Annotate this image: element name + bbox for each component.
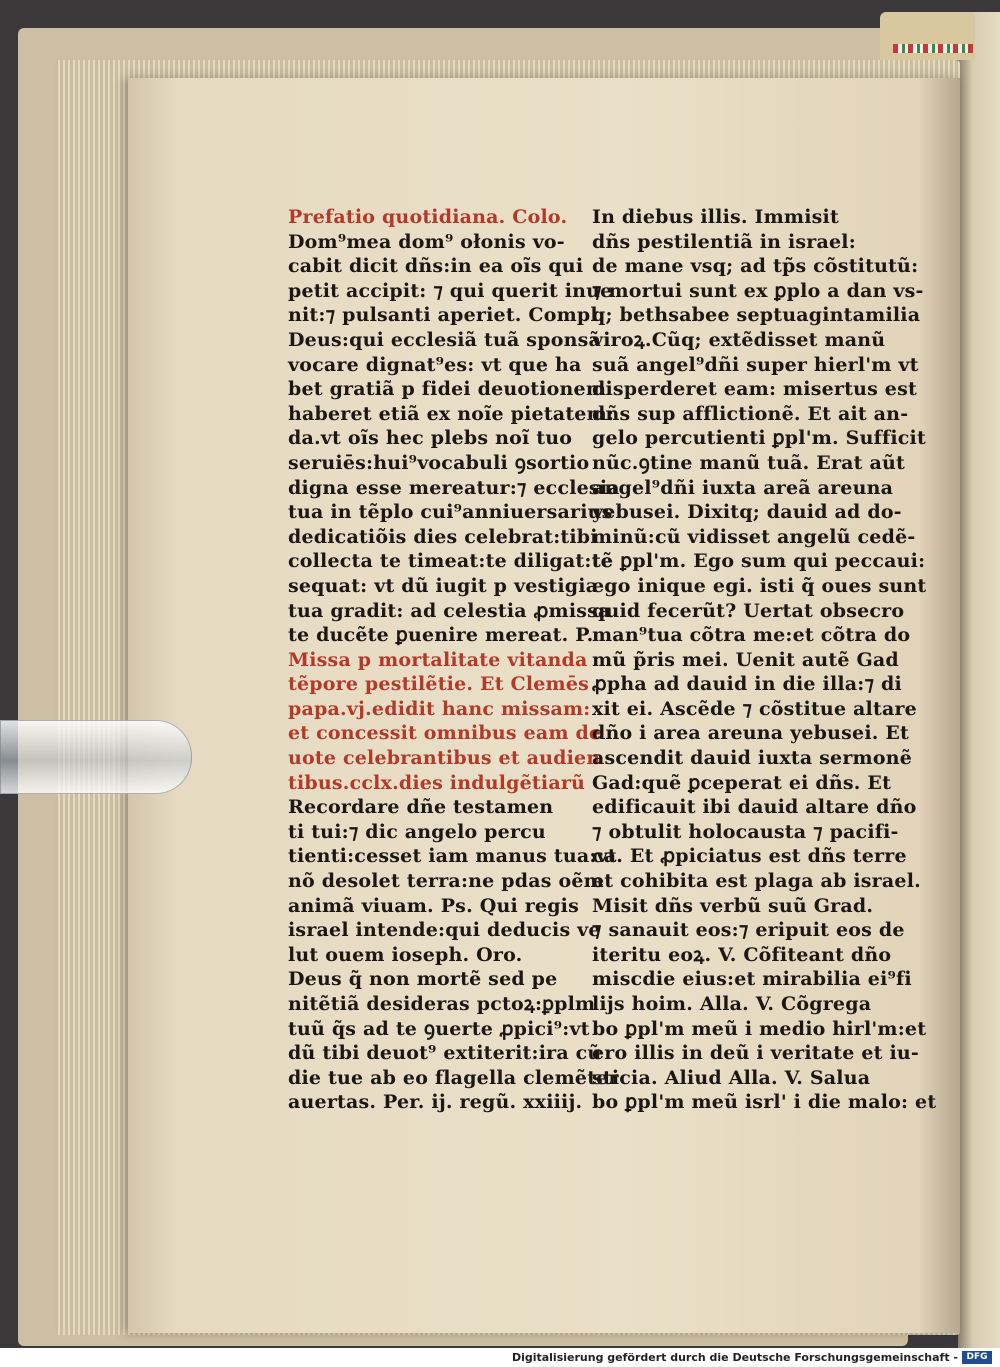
text-line: israel intende:qui deducis ve — [288, 919, 601, 942]
text-line: suã angel⁹dñi super hierl'm vt — [592, 353, 919, 376]
text-line: tua in tẽplo cui⁹anniuersarius — [288, 501, 613, 524]
text-line: Dom⁹mea dom⁹ ołonis vo- — [288, 230, 565, 253]
text-line: bo ꝑpl'm meũ i medio hirl'm:et — [592, 1017, 927, 1040]
text-line: dedicatiõis dies celebrat:tibi — [288, 525, 598, 548]
text-line: da.vt oĩs hec plebs noĩ tuo — [288, 427, 573, 450]
text-line: die tue ab eo flagella clemẽter — [288, 1066, 619, 1089]
text-line: In diebus illis. Immisit — [592, 206, 839, 228]
text-line: Gad:quẽ ꝑceperat ei dñs. Et — [592, 771, 892, 794]
text-line: ero illis in deũ i veritate et iu- — [592, 1042, 919, 1065]
text-line: iteritu eoꝝ. V. Cõfiteant dño — [592, 943, 892, 966]
text-line: edificauit ibi dauid altare dño — [592, 796, 917, 819]
rubric-line: et concessit omnibus eam de — [288, 722, 602, 745]
text-line: ti tui:⁊ dic angelo percu — [288, 820, 546, 843]
rubric-line: uote celebrantibus et audien — [288, 747, 601, 770]
text-line: nitẽtiã desideras pctoꝝ:ꝑplm — [288, 993, 596, 1015]
text-line: miscdie eius:et mirabilia ei⁹fi — [592, 968, 912, 991]
text-line: haberet etiã ex noĩe pietatem: — [288, 402, 615, 425]
text-line: sequat: vt dũ iugit p vestigia — [288, 574, 599, 597]
text-line: ⁊ sanauit eos:⁊ eripuit eos de — [592, 919, 905, 942]
text-line: ⁊ mortui sunt ex ꝑplo a dan vs- — [592, 279, 924, 302]
text-line: animã viuam. Ps. Qui regis — [288, 894, 579, 917]
text-line: petit accipit: ⁊ qui querit inue — [288, 279, 613, 302]
text-line: minũ:cũ vidisset angelũ cedẽ- — [592, 525, 916, 548]
text-line: bo ꝑpl'm meũ isrl' i die malo: et — [592, 1091, 937, 1114]
book-spine — [958, 12, 1000, 1348]
text-line: Deus:qui ecclesiã tuã sponsã — [288, 328, 601, 351]
text-line: Recordare dñe testamen — [288, 796, 554, 819]
text-line: auertas. Per. ij. regũ. xxiiij. — [288, 1091, 583, 1114]
text-line: digna esse mereatur:⁊ ecclesia — [288, 476, 620, 499]
right-text-column — [592, 205, 937, 1115]
text-line: ⁊ obtulit holocausta ⁊ pacifi- — [592, 820, 899, 843]
text-line: cabit dicit dñs:in ea oĩs qui — [288, 255, 584, 278]
text-line: bet gratiã p fidei deuotionem — [288, 378, 607, 401]
text-line: Deus q̃ non mortẽ sed pe — [288, 968, 558, 991]
text-line: gelo percutienti ꝑpl'm. Sufficit — [592, 427, 926, 450]
text-line: lut ouem ioseph. Oro. — [288, 943, 523, 966]
text-line: ca. Et ꝓpiciatus est dñs terre — [592, 845, 907, 868]
text-line: ꝓpha ad dauid in die illa:⁊ di — [592, 673, 902, 696]
text-line: Misit dñs verbũ suũ Grad. — [592, 894, 874, 917]
headband — [893, 44, 973, 53]
text-line: q; bethsabee septuagintamilia — [592, 304, 921, 327]
text-line: dñs pestilentiã in israel: — [592, 230, 856, 253]
text-line: dñs sup afflictionẽ. Et ait an- — [592, 402, 909, 425]
text-line: dũ tibi deuot⁹ extiterit:ira cũ — [288, 1042, 602, 1065]
dfg-logo-icon: DFG — [962, 1351, 992, 1364]
rubric-line: tẽpore pestilẽtie. Et Clemēs — [288, 673, 590, 696]
text-line: angel⁹dñi iuxta areã areuna — [592, 476, 894, 499]
text-line: dño i area areuna yebusei. Et — [592, 722, 910, 745]
rubric-line: tibus.cclx.dies indulgẽtiarũ — [288, 771, 586, 794]
rubric-line: Missa p mortalitate vitanda — [288, 648, 588, 671]
text-line: sticia. Aliud Alla. V. Salua — [592, 1066, 871, 1089]
rubric-line: papa.vj.edidit hanc missam: — [288, 697, 591, 720]
text-line: nit:⁊ pulsanti aperiet. Compl. — [288, 304, 605, 327]
left-text-column — [288, 205, 620, 1115]
text-line: Prefatio quotidiana. Colo. — [288, 206, 568, 228]
text-line: tuũ q̃s ad te ꝯuerte ꝓpici⁹:vt — [288, 1017, 590, 1040]
text-line: lijs hoim. Alla. V. Cõgrega — [592, 993, 872, 1015]
text-line: seruiēs:hui⁹vocabuli ꝯsortio — [288, 451, 590, 474]
text-line: vocare dignat⁹es: vt que ha — [288, 353, 582, 376]
text-line: de mane vsq; ad tp̃s cõstitutũ: — [592, 255, 919, 278]
text-line: ego inique egi. isti q̃ oues sunt — [592, 574, 927, 597]
text-line: te ducẽte ꝑuenire mereat. P. — [288, 624, 594, 647]
text-line: nũc.ꝯtine manũ tuã. Erat aũt — [592, 451, 905, 474]
text-line: disperderet eam: misertus est — [592, 378, 917, 401]
footer-bar — [0, 1348, 1000, 1367]
text-line: tua gradit: ad celestia ꝓmissa — [288, 599, 611, 622]
text-line: et cohibita est plaga ab israel. — [592, 870, 921, 893]
text-line: mũ p̃ris mei. Uenit autẽ Gad — [592, 648, 899, 671]
text-line: collecta te timeat:te diligat:te — [288, 550, 613, 573]
funding-credit: Digitalisierung gefördert durch die Deutsche Forschungsgemeinschaft - — [511, 1351, 958, 1364]
text-line: tienti:cesset iam manus tua:vt — [288, 845, 617, 868]
text-line: quid fecerũt? Uertat obsecro — [592, 599, 905, 622]
text-line: tẽ ꝑpl'm. Ego sum qui peccaui: — [592, 550, 926, 573]
text-line: xit ei. Ascẽde ⁊ cõstitue altare — [592, 697, 917, 720]
text-line: viroꝝ.Cũq; extẽdisset manũ — [592, 328, 886, 351]
text-line: ascendit dauid iuxta sermonẽ — [592, 747, 913, 770]
text-line: nõ desolet terra:ne pdas oẽm — [288, 870, 604, 893]
text-line: man⁹tua cõtra me:et cõtra do — [592, 624, 911, 647]
glass-page-holder — [0, 720, 192, 794]
text-line: yebusei. Dixitq; dauid ad do- — [592, 501, 902, 524]
